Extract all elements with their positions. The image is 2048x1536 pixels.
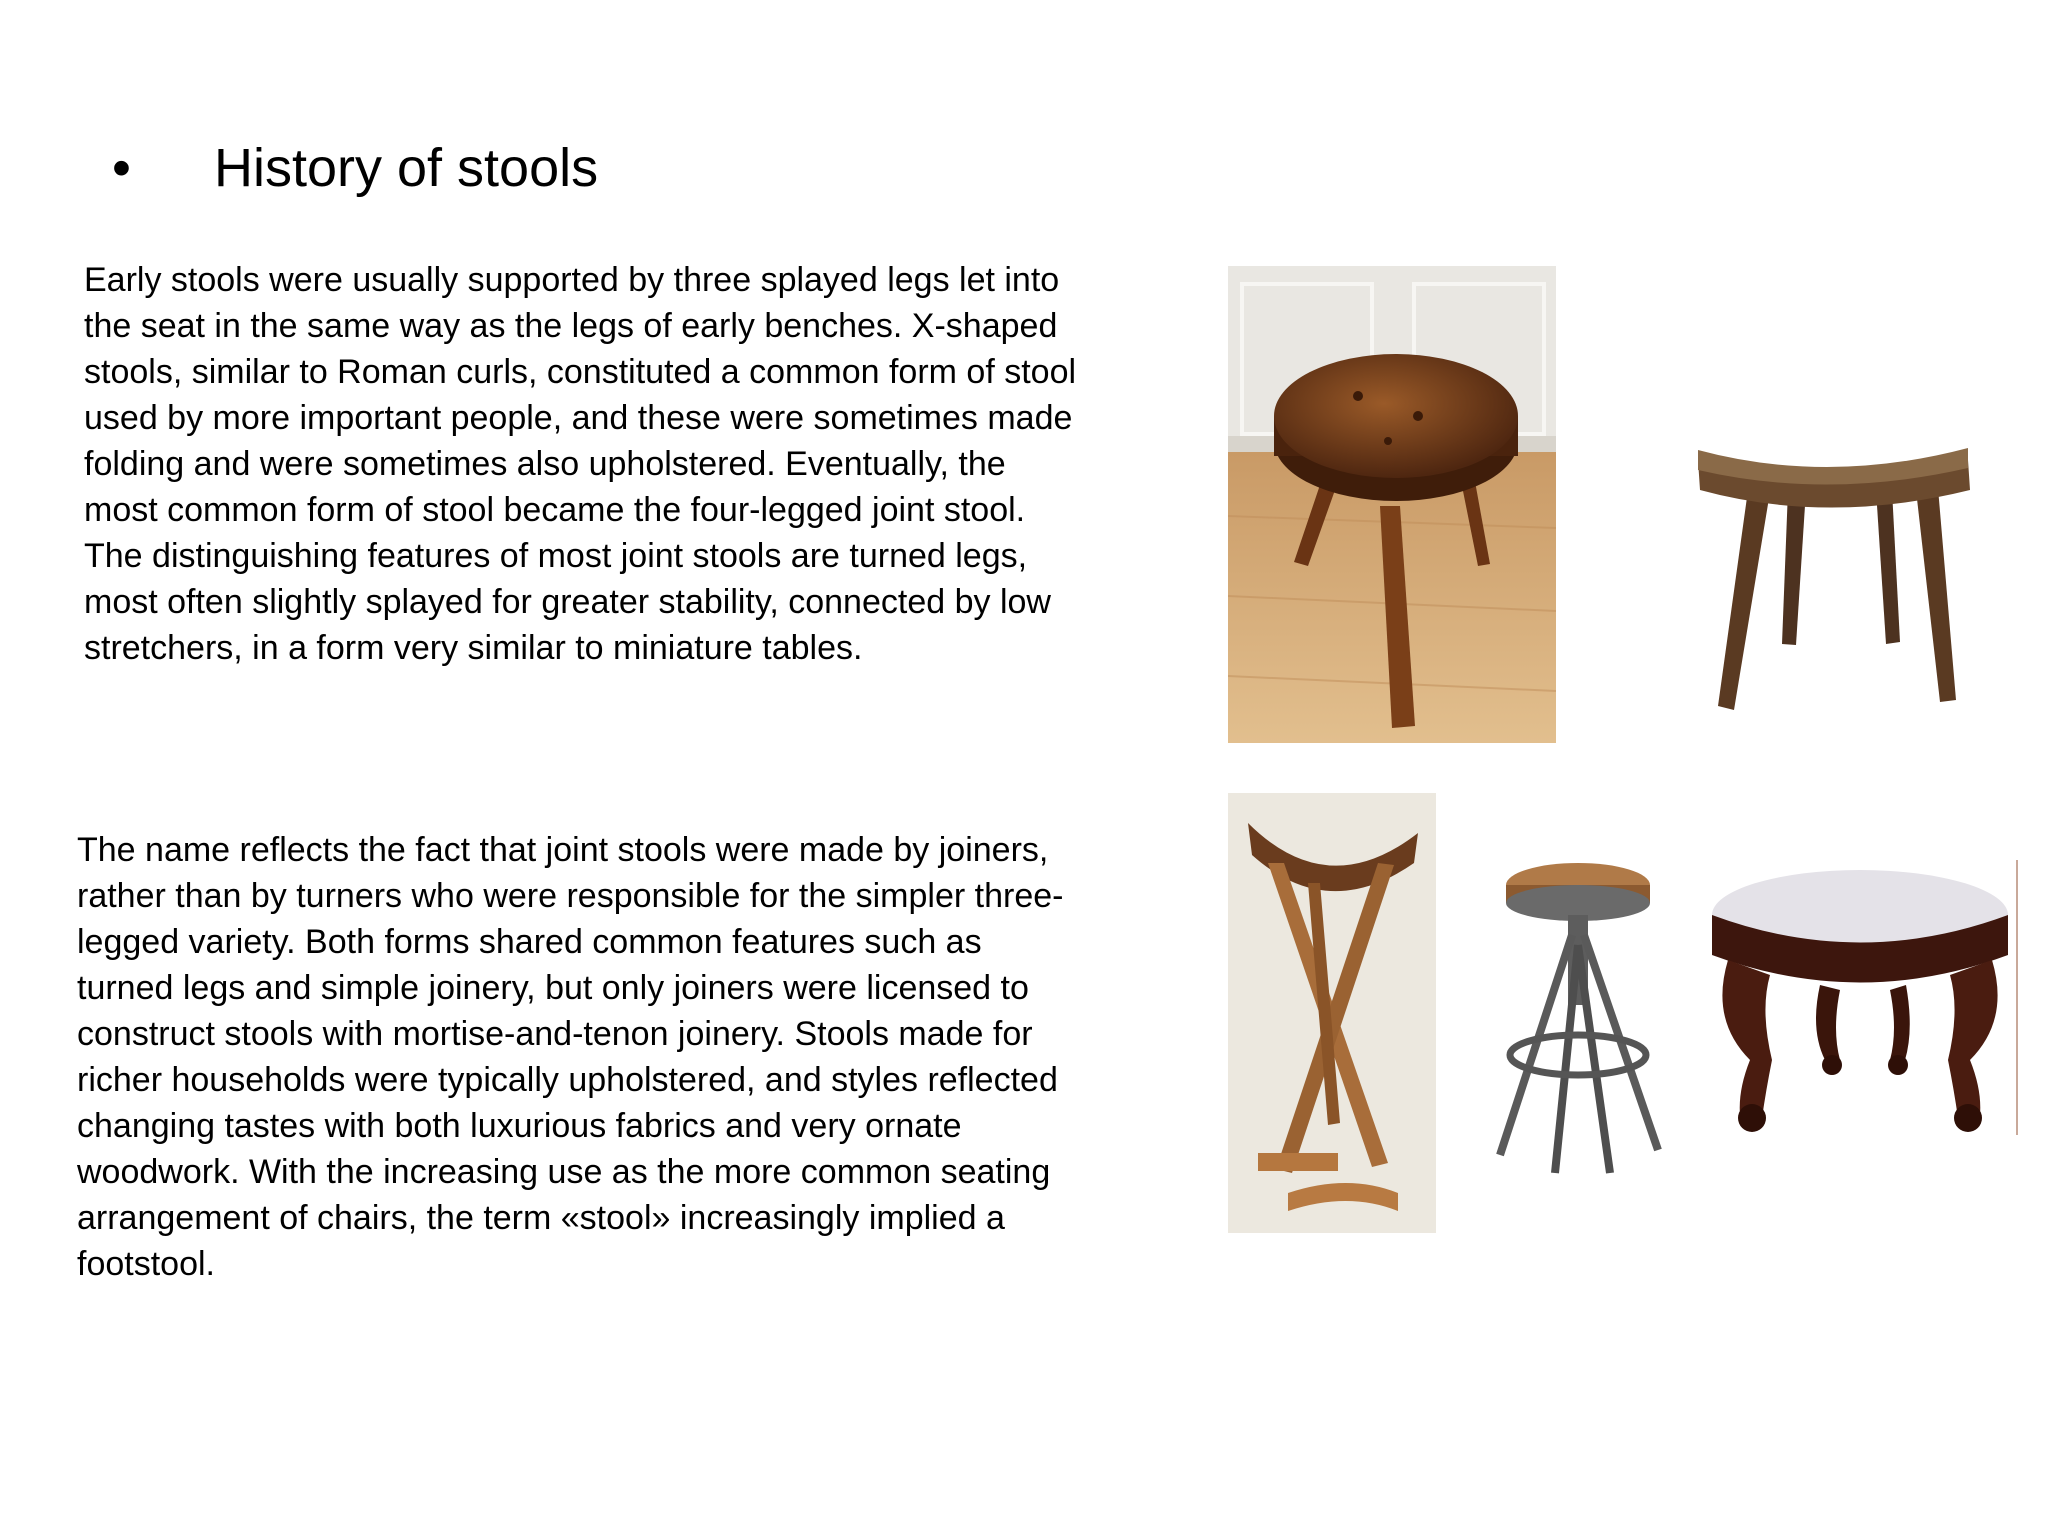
three-legged-round-stool-photo: [1228, 266, 1556, 743]
x-shaped-folding-stool-photo: [1228, 793, 1436, 1233]
history-paragraph-1: Early stools were usually supported by three splayed legs let into the seat in the same way as the legs of early benches. X-shaped stools, similar to Roman curls, constituted a common form of stool used by more important people, and these were sometimes made folding and were sometimes also upholstered. Eventually, the most common form of stool became the four-legged joint stool. The distinguishing features of most joint stools are turned legs, most often slightly splayed for greater stability, connected by low stretchers, in a form very similar to miniature tables.: [84, 261, 1077, 667]
title-bullet: •: [112, 138, 131, 198]
slide-title: [112, 132, 598, 204]
title-text: History of stools: [214, 138, 599, 198]
industrial-swivel-stool-photo: [1480, 855, 1670, 1185]
rustic-saddle-stool-photo: [1678, 430, 1978, 720]
history-paragraph-2: The name reflects the fact that joint stools were made by joiners, rather than by turners who were responsible for the simpler three-legged variety. Both forms shared common features such as turned legs and simple joinery, but only joiners were licensed to construct stools with mortise-and-tenon joinery. Stools made for richer households were typically upholstered, and styles reflected changing tastes with both luxurious fabrics and very ornate woodwork. With the increasing use as the more common seating arrangement of chairs, the term «stool» increasingly implied a footstool.: [77, 831, 1064, 1283]
upholstered-claw-foot-stool-photo: [1700, 860, 2020, 1140]
image-edge-line: [2016, 860, 2018, 1135]
